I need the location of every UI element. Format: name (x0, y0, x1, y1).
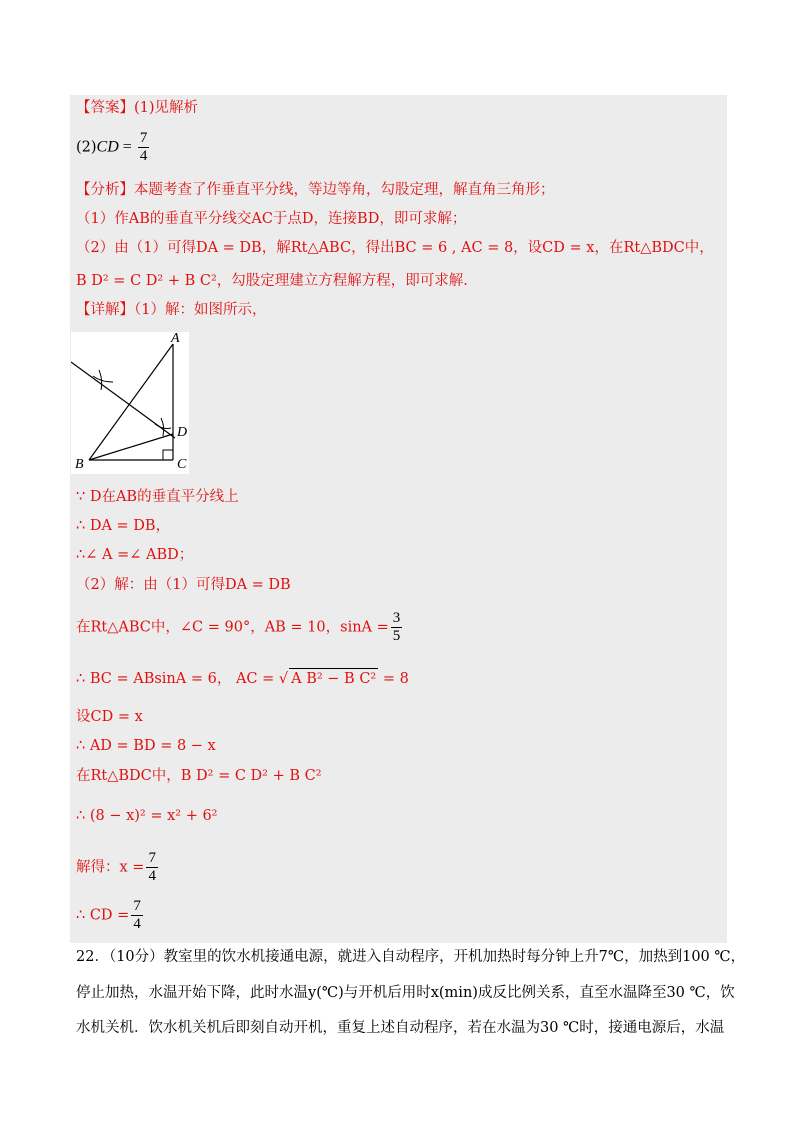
segment-bd (89, 434, 173, 460)
detail-intro: （1）解：如图所示， (134, 302, 267, 318)
geometry-figure (71, 332, 189, 474)
detail-l1: ∵ D在AB的垂直平分线上 (76, 489, 239, 505)
label-b: B (75, 457, 84, 472)
label-a: A (171, 332, 180, 346)
detail-l2: ∴ DA = DB， (76, 518, 171, 534)
answer-part2: (2)CD = $\frac{7}{4}$ (76, 130, 148, 164)
detail-l8: ∴ AD = BD = 8 − x (76, 738, 216, 754)
detail-l3: ∴∠ A =∠ ABD； (76, 547, 194, 563)
analysis-step3: B D² = C D² + B C²，勾股定理建立方程解方程，即可求解. (76, 273, 468, 289)
question-l1: 22．（10分）教室里的饮水机接通电源，就进入自动程序，开机加热时每分钟上升7℃，加热到100 ℃， (76, 949, 746, 965)
analysis-label: 【分析】 (76, 182, 134, 198)
answer-part1: (1)见解析 (134, 100, 199, 116)
detail-l7: 设CD = x (76, 709, 143, 725)
label-c: C (177, 457, 187, 472)
detail-l6: ∴ BC = ABsinA = 6， AC = √ A B² − B C² = 8 (76, 668, 409, 689)
detail-label: 【详解】 (76, 302, 134, 318)
detail-l5-text: 在Rt△ABC中，∠C = 90°，AB = 10，sinA = (76, 619, 389, 636)
analysis-text: 本题考查了作垂直平分线，等边等角，勾股定理，解直角三角形； (134, 182, 555, 198)
analysis-step2: （2）由（1）可得DA = DB，解Rt△ABC，得出BC = 6 , AC = 8，设CD = x，在Rt△BDC中， (76, 240, 714, 256)
question-l2: 停止加热，水温开始下降，此时水温y(℃)与开机后用时x(min)成反比例关系，直至水温降至30 ℃，饮 (76, 985, 735, 1001)
detail-line (76, 300, 266, 320)
answer-label: 【答案】 (76, 100, 134, 116)
analysis-line (76, 180, 555, 200)
right-angle-mark (163, 450, 173, 460)
detail-l4: （2）解：由（1）可得DA = DB (76, 577, 291, 593)
answer-line (76, 98, 198, 118)
x-fraction: $\frac{7}{4}$ (148, 850, 156, 884)
detail-l6-ac: AC = (235, 671, 275, 687)
label-d: D (177, 425, 188, 440)
answer-part2-lhs: CD (96, 138, 119, 156)
detail-l9: 在Rt△BDC中，B D² = C D² + B C² (76, 768, 322, 784)
detail-l6-text: ∴ BC = ABsinA = 6， (76, 671, 232, 687)
side-ab (89, 344, 173, 460)
question-l3: 水机关机．饮水机关机后即刻自动开机，重复上述自动程序，若在水温为30 ℃时，接通电源后，水温 (76, 1020, 725, 1036)
detail-l6-result: = 8 (382, 671, 409, 687)
arc-mark-1 (93, 376, 113, 382)
cd-fraction: $\frac{7}{4}$ (133, 898, 141, 932)
answer-part2-prefix: (2) (76, 139, 97, 156)
analysis-step1: （1）作AB的垂直平分线交AC于点D，连接BD，即可求解； (76, 211, 467, 227)
triangle-diagram (71, 332, 189, 474)
detail-l11-text: 解得：x = (76, 859, 145, 876)
detail-l11 (76, 850, 160, 885)
detail-l5 (76, 610, 404, 645)
detail-l10: ∴ (8 − x)² = x² + 6² (76, 808, 218, 824)
detail-l12-text: ∴ CD = (76, 907, 130, 924)
detail-l12 (76, 898, 145, 933)
answer-fraction: $\frac{7}{4}$ (139, 130, 148, 164)
sqrt-expression: A B² − B C² (289, 668, 378, 689)
sin-fraction: $\frac{3}{5}$ (392, 610, 401, 644)
